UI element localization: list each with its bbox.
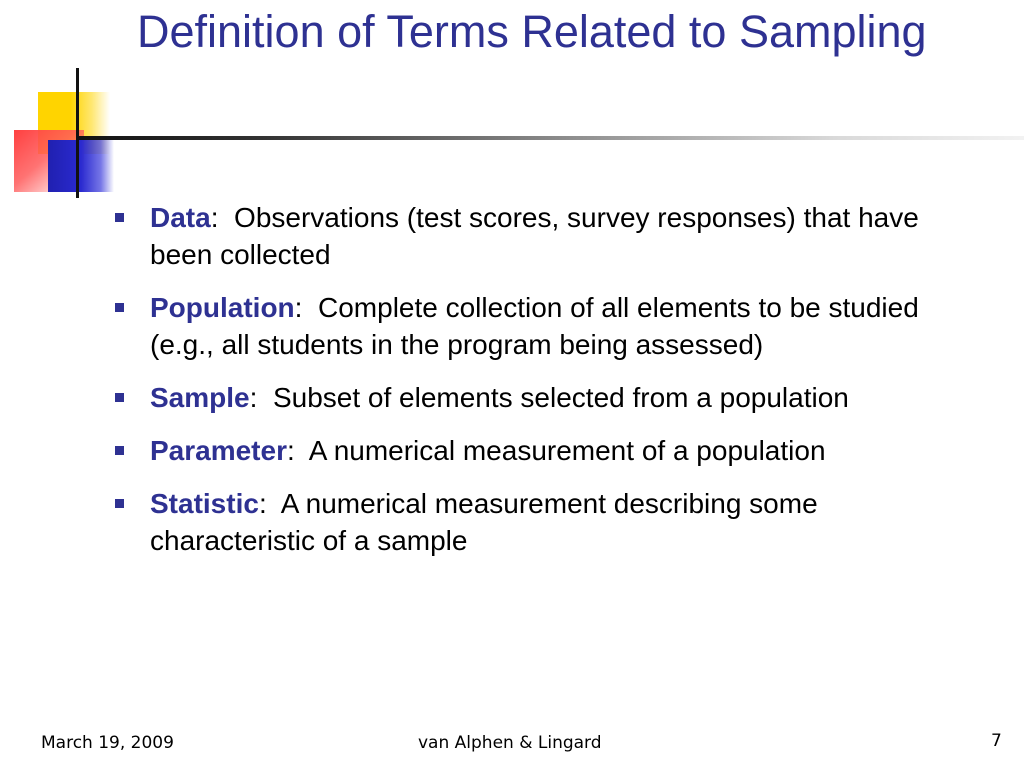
slide-title: Definition of Terms Related to Sampling	[137, 6, 927, 57]
vertical-rule	[76, 68, 79, 198]
logo-blue-square	[48, 140, 114, 192]
page-number: 7	[991, 731, 1002, 751]
term-separator: :	[249, 382, 258, 413]
bullet-item-sample	[110, 379, 970, 416]
bullet-item-parameter	[110, 432, 970, 469]
square-bullet-icon	[115, 446, 124, 455]
term-definition: A numerical measurement of a population	[308, 435, 826, 466]
term-label: Statistic	[150, 488, 259, 519]
footer-date: March 19, 2009	[41, 733, 174, 753]
term-label: Data	[150, 202, 211, 233]
bullet-list	[110, 199, 970, 575]
term-definition: A numerical measurement describing some characteristic of a sample	[150, 488, 818, 556]
term-label: Sample	[150, 382, 250, 413]
term-label: Population	[150, 292, 295, 323]
square-bullet-icon	[115, 499, 124, 508]
term-separator: :	[210, 202, 219, 233]
term-label: Parameter	[150, 435, 287, 466]
bullet-item-population	[110, 289, 970, 363]
bullet-item-statistic	[110, 485, 970, 559]
term-separator: :	[258, 488, 267, 519]
term-definition: Subset of elements selected from a population	[272, 382, 849, 413]
bullet-item-data	[110, 199, 970, 273]
term-separator: :	[294, 292, 303, 323]
square-bullet-icon	[115, 213, 124, 222]
term-definition: Complete collection of all elements to be studied (e.g., all students in the program being assessed)	[150, 292, 919, 360]
footer-authors: van Alphen & Lingard	[418, 733, 602, 753]
square-bullet-icon	[115, 393, 124, 402]
square-bullet-icon	[115, 303, 124, 312]
term-separator: :	[286, 435, 295, 466]
title-underline-rule	[76, 136, 1024, 140]
term-definition: Observations (test scores, survey responses) that have been collected	[150, 202, 919, 270]
